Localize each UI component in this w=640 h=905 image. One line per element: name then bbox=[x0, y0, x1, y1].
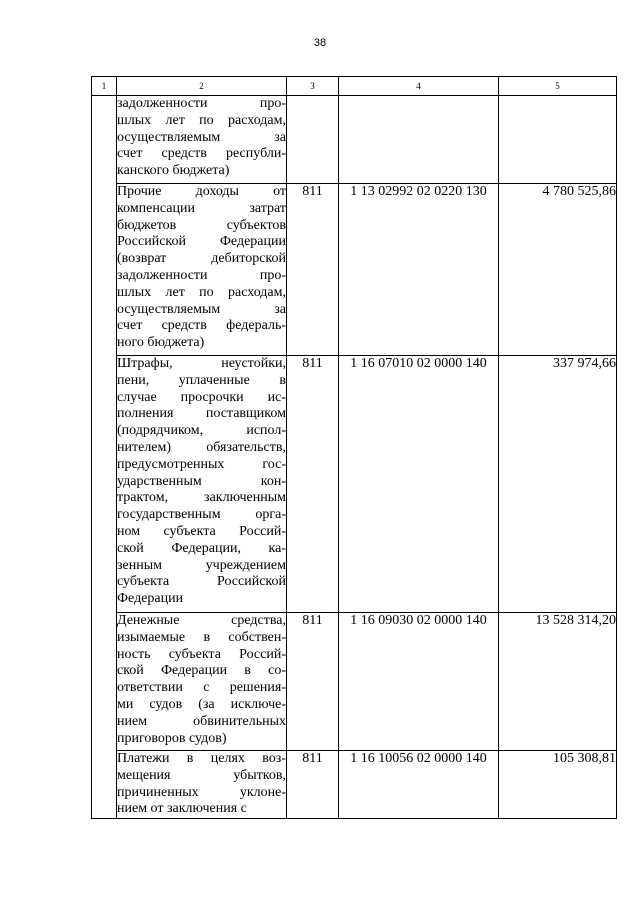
description-line: задолженности про- bbox=[117, 96, 286, 111]
description-cell bbox=[117, 184, 287, 356]
column-header: 2 bbox=[117, 77, 287, 96]
description-line: осуществляемым за bbox=[117, 129, 286, 145]
description-line: полнения поставщиком bbox=[117, 406, 286, 422]
revenue-code-cell bbox=[339, 96, 499, 184]
column-header: 3 bbox=[287, 77, 339, 96]
column-header: 4 bbox=[339, 77, 499, 96]
description-line: случае просрочки ис- bbox=[117, 389, 286, 405]
description-line: ударственным кон- bbox=[117, 473, 286, 489]
description-line: зенным учреждением bbox=[117, 557, 286, 573]
description-line: причиненных уклоне- bbox=[117, 784, 286, 800]
description-line: нием от заключения с bbox=[117, 801, 247, 817]
budget-revenue-table bbox=[91, 76, 617, 819]
revenue-code-cell: 1 16 07010 02 0000 140 bbox=[339, 356, 499, 613]
description-line: ность субъекта Россий- bbox=[117, 646, 286, 662]
amount-cell: 105 308,81 bbox=[499, 751, 617, 819]
description-line: счет средств республи- bbox=[117, 146, 286, 162]
admin-code-cell: 811 bbox=[287, 184, 339, 356]
amount-cell: 337 974,66 bbox=[499, 356, 617, 613]
description-line: задолженности про- bbox=[117, 267, 286, 283]
revenue-code-cell: 1 16 10056 02 0000 140 bbox=[339, 751, 499, 819]
description-line: государственным орга- bbox=[117, 507, 286, 523]
description-line: канского бюджета) bbox=[117, 163, 230, 179]
description-line: шлых лет по расходам, bbox=[117, 112, 286, 128]
description-line: мещения убытков, bbox=[117, 767, 286, 783]
description-line: ской Федерации, ка- bbox=[117, 540, 286, 556]
description-line: ном субъекта Россий- bbox=[117, 523, 286, 539]
table-row bbox=[92, 184, 617, 356]
column-header: 1 bbox=[92, 77, 117, 96]
description-cell bbox=[117, 356, 287, 613]
revenue-code-cell: 1 13 02992 02 0220 130 bbox=[339, 184, 499, 356]
description-line: Федерации bbox=[117, 591, 184, 607]
description-line: Платежи в целях воз- bbox=[117, 751, 286, 766]
description-line: (возврат дебиторской bbox=[117, 251, 286, 267]
amount-cell bbox=[499, 96, 617, 184]
amount-cell: 13 528 314,20 bbox=[499, 613, 617, 751]
admin-code-cell: 811 bbox=[287, 613, 339, 751]
description-line: нием обвинительных bbox=[117, 713, 286, 729]
description-line: ответствии с решения- bbox=[117, 680, 286, 696]
description-line: пени, уплаченные в bbox=[117, 372, 286, 388]
page-number: 38 bbox=[313, 37, 327, 49]
description-line: нителем) обязательств, bbox=[117, 439, 286, 455]
description-line: изымаемые в собствен- bbox=[117, 629, 286, 645]
description-line: Денежные средства, bbox=[117, 613, 286, 628]
row-number-cell bbox=[92, 96, 117, 819]
description-cell bbox=[117, 613, 287, 751]
table-row bbox=[92, 613, 617, 751]
description-line: Прочие доходы от bbox=[117, 184, 286, 199]
description-line: предусмотренных гос- bbox=[117, 456, 286, 472]
description-line: Российской Федерации bbox=[117, 234, 286, 250]
description-line: осуществляемым за bbox=[117, 301, 286, 317]
table-row bbox=[92, 356, 617, 613]
description-line: шлых лет по расходам, bbox=[117, 284, 286, 300]
admin-code-cell bbox=[287, 96, 339, 184]
description-line: компенсации затрат bbox=[117, 200, 286, 216]
revenue-code-cell: 1 16 09030 02 0000 140 bbox=[339, 613, 499, 751]
description-line: счет средств федераль- bbox=[117, 318, 286, 334]
table-header-row bbox=[92, 77, 617, 96]
admin-code-cell: 811 bbox=[287, 356, 339, 613]
description-line: ской Федерации в со- bbox=[117, 663, 286, 679]
column-header: 5 bbox=[499, 77, 617, 96]
description-line: приговоров судов) bbox=[117, 730, 227, 746]
description-line: субъекта Российской bbox=[117, 574, 286, 590]
table-row bbox=[92, 751, 617, 819]
description-line: ного бюджета) bbox=[117, 335, 205, 351]
description-line: бюджетов субъектов bbox=[117, 217, 286, 233]
admin-code-cell: 811 bbox=[287, 751, 339, 819]
description-cell bbox=[117, 751, 287, 819]
amount-cell: 4 780 525,86 bbox=[499, 184, 617, 356]
description-cell bbox=[117, 96, 287, 184]
description-line: трактом, заключенным bbox=[117, 490, 286, 506]
description-line: Штрафы, неустойки, bbox=[117, 356, 286, 371]
description-line: ми судов (за исключе- bbox=[117, 696, 286, 712]
table-row bbox=[92, 96, 617, 184]
description-line: (подрядчиком, испол- bbox=[117, 423, 286, 439]
